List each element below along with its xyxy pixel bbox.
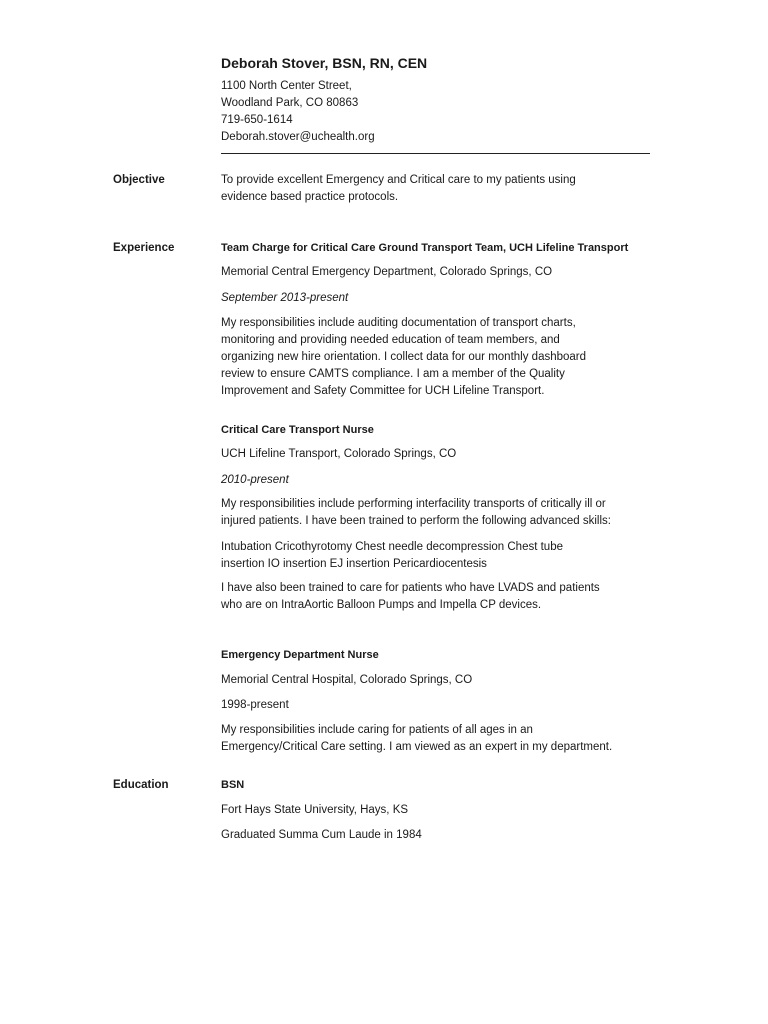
job-title: Emergency Department Nurse <box>221 649 379 661</box>
skills-line: Intubation Cricothyrotomy Chest needle decompression Chest tube <box>221 541 563 553</box>
job-description-line: I have also been trained to care for patients who have LVADS and patients <box>221 582 600 594</box>
objective-line-2: evidence based practice protocols. <box>221 191 399 203</box>
job-description-line: My responsibilities include auditing documentation of transport charts, <box>221 317 576 329</box>
job-dates: 1998-present <box>221 699 289 711</box>
job-description-line: Improvement and Safety Committee for UCH Lifeline Transport. <box>221 385 545 397</box>
job-title: Team Charge for Critical Care Ground Transport Team, UCH Lifeline Transport <box>221 242 629 254</box>
header-divider <box>221 153 650 154</box>
phone-number: 719-650-1614 <box>221 114 293 126</box>
education-label: Education <box>113 779 169 791</box>
job-employer: Memorial Central Hospital, Colorado Springs, CO <box>221 674 473 686</box>
job-description-line: Emergency/Critical Care setting. I am viewed as an expert in my department. <box>221 741 613 753</box>
school: Fort Hays State University, Hays, KS <box>221 804 409 816</box>
candidate-name: Deborah Stover, BSN, RN, CEN <box>221 55 428 71</box>
degree: BSN <box>221 779 245 791</box>
address-line-2: Woodland Park, CO 80863 <box>221 97 359 109</box>
job-dates: 2010-present <box>221 474 289 486</box>
job-employer: Memorial Central Emergency Department, Colorado Springs, CO <box>221 266 553 278</box>
experience-label: Experience <box>113 242 175 254</box>
education-note: Graduated Summa Cum Laude in 1984 <box>221 829 422 841</box>
job-description-line: who are on IntraAortic Balloon Pumps and Impella CP devices. <box>221 599 542 611</box>
objective-line-1: To provide excellent Emergency and Critical care to my patients using <box>221 174 576 186</box>
job-description-line: injured patients. I have been trained to perform the following advanced skills: <box>221 515 611 527</box>
job-description-line: My responsibilities include performing interfacility transports of critically ill or <box>221 498 606 510</box>
job-description-line: monitoring and providing needed education of team members, and <box>221 334 560 346</box>
address-line-1: 1100 North Center Street, <box>221 80 352 92</box>
job-description-line: review to ensure CAMTS compliance. I am a member of the Quality <box>221 368 565 380</box>
job-title: Critical Care Transport Nurse <box>221 424 374 436</box>
job-description-line: organizing new hire orientation. I collect data for our monthly dashboard <box>221 351 587 363</box>
objective-label: Objective <box>113 174 165 186</box>
job-dates: September 2013-present <box>221 292 349 304</box>
job-employer: UCH Lifeline Transport, Colorado Springs, CO <box>221 448 457 460</box>
email-address: Deborah.stover@uchealth.org <box>221 131 375 143</box>
skills-line: insertion IO insertion EJ insertion Pericardiocentesis <box>221 558 487 570</box>
job-description-line: My responsibilities include caring for patients of all ages in an <box>221 724 533 736</box>
